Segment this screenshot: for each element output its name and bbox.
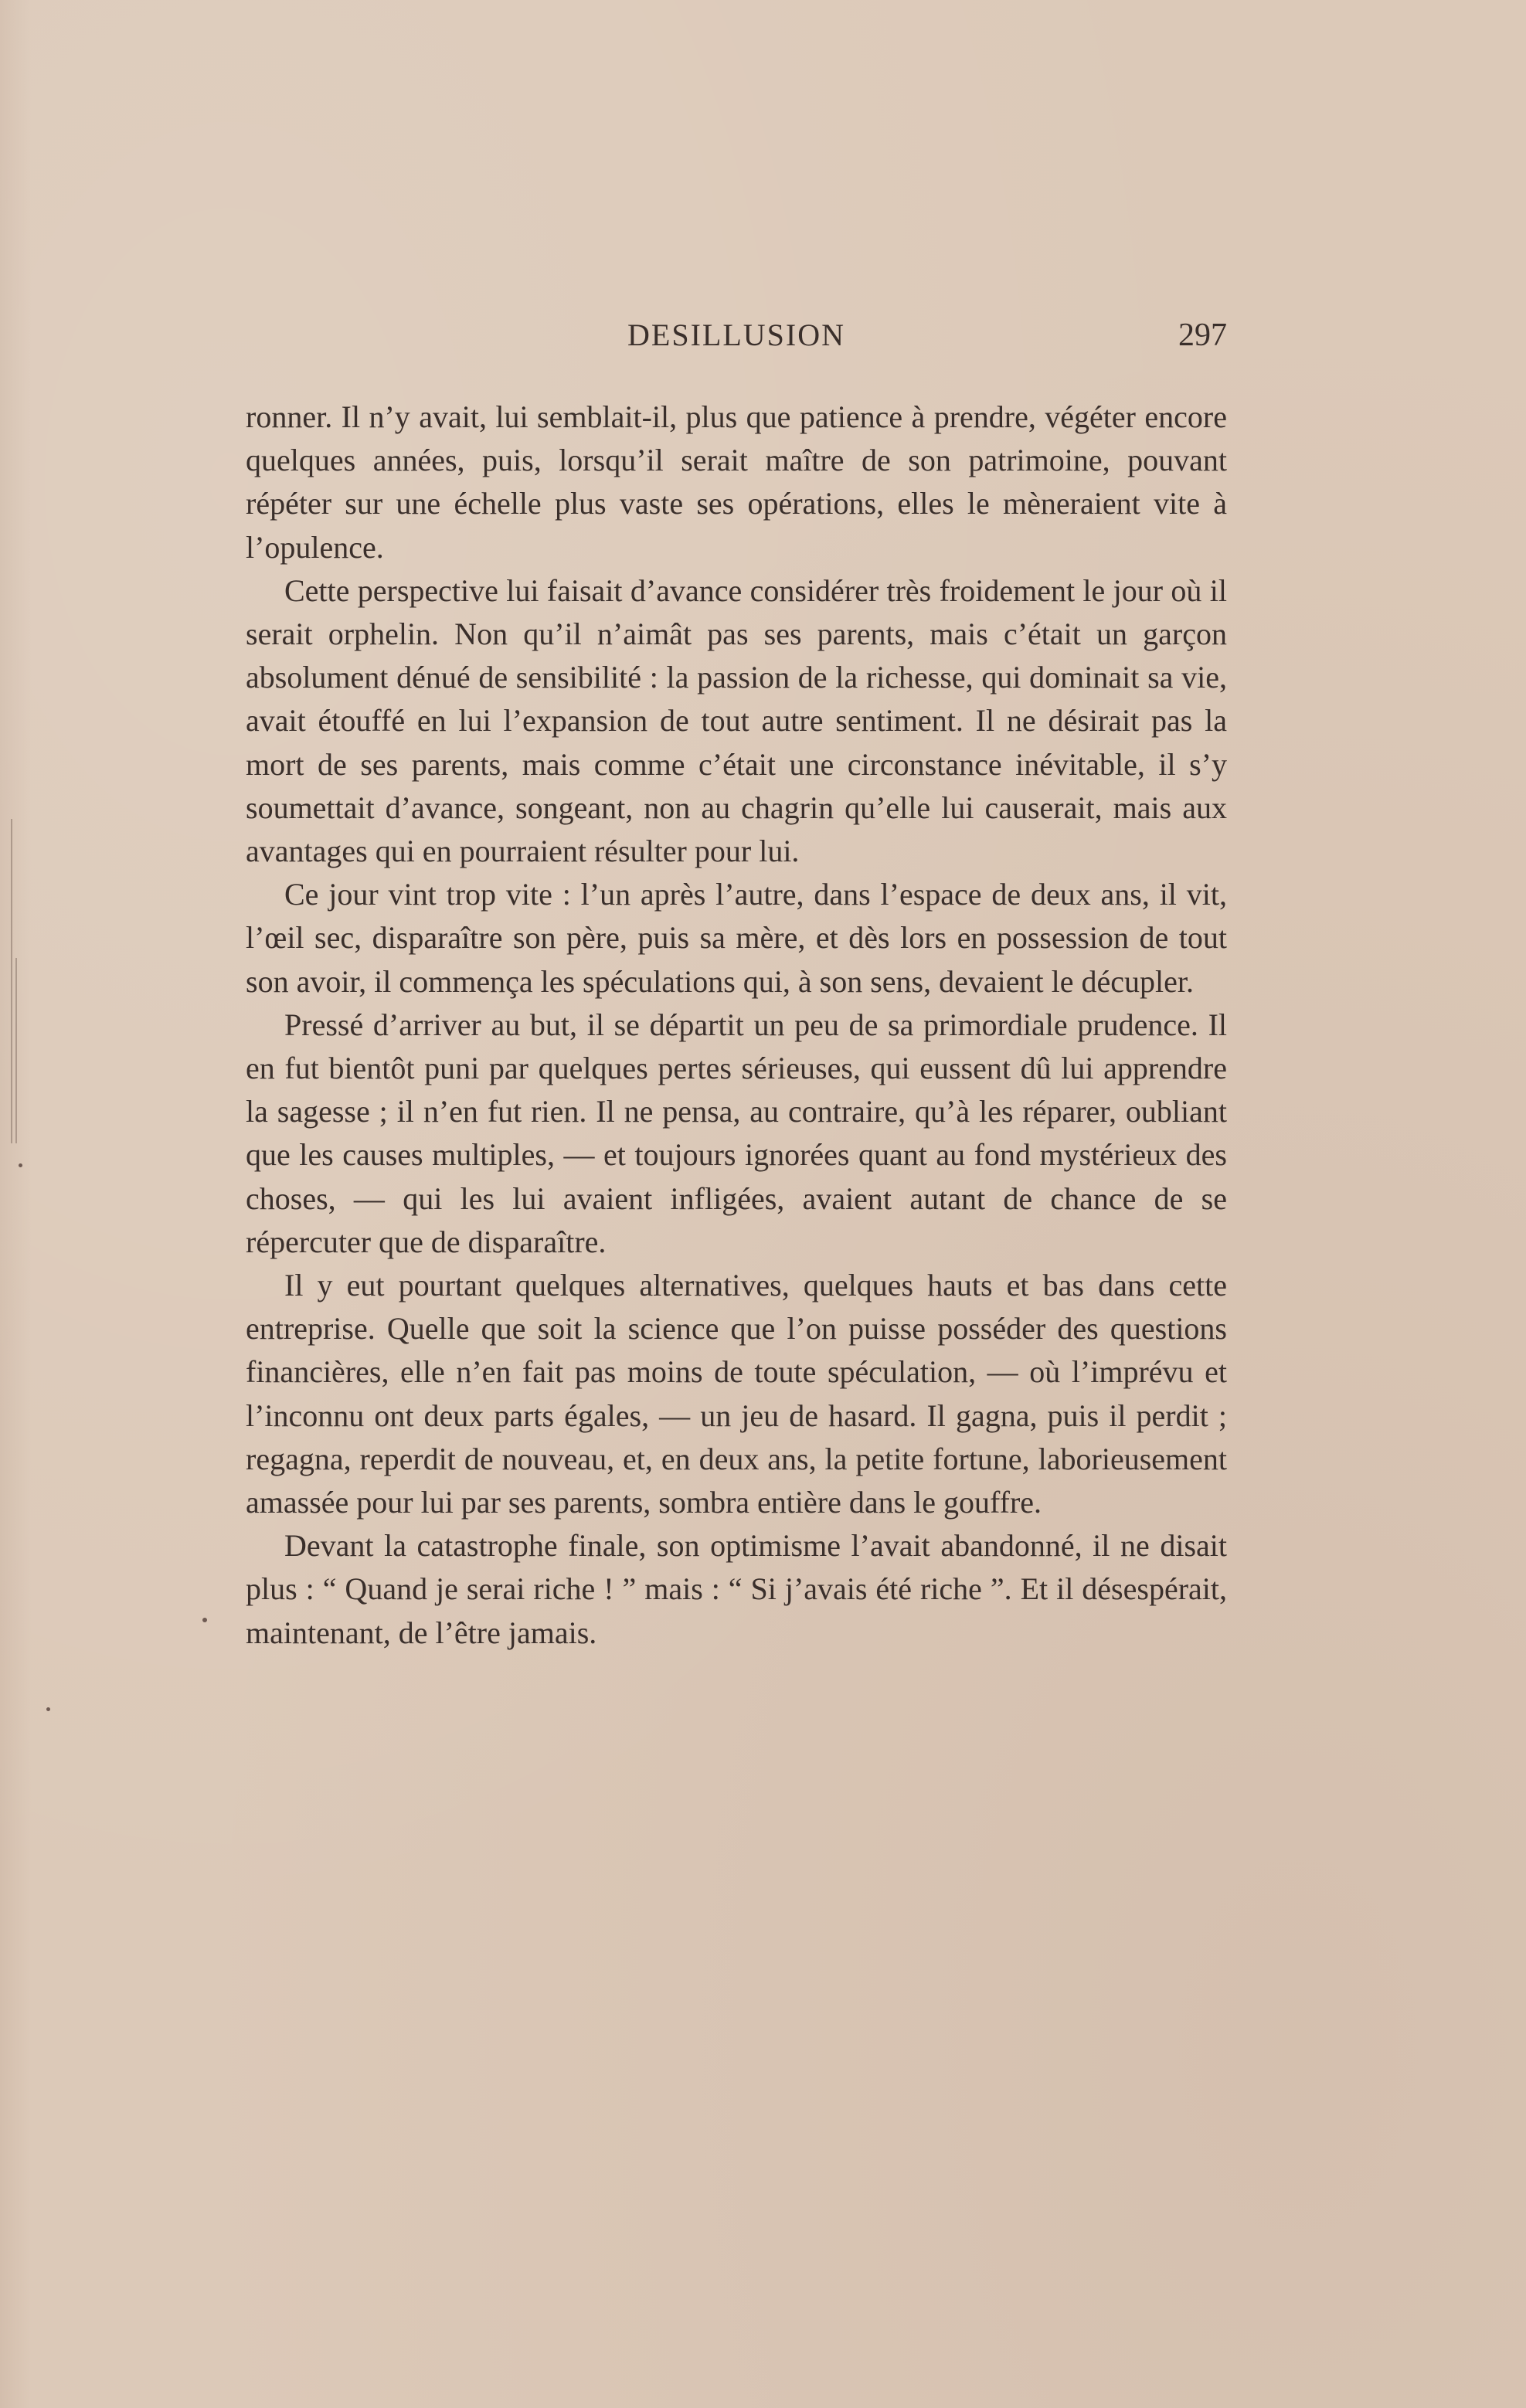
paragraph: Cette perspective lui faisait d’avance considérer très froidement le jour où il serait orphelin. Non qu’il n’aimât pas ses parents, mais c’était un garçon absolument dénué de sensibilité : la passion de la richesse, qui dominait sa vie, avait étouffé en lui l’expansion de tout autre sentiment. Il ne désirait pas la mort de ses parents, mais comme c’était une circonstance inévitable, il s’y soumettait d’avance, songeant, non au chagrin qu’elle lui causerait, mais aux avantages qui en pourraient résulter pour lui. [246, 572, 1227, 869]
paragraph: Ce jour vint trop vite : l’un après l’autre, dans l’espace de deux ans, il vit, l’œil sec, disparaître son père, puis sa mère, et dès lors en possession de tout son avoir, il commença les spéculations qui, à son sens, devaient le décupler. [246, 877, 1227, 999]
paragraph: Devant la catastrophe finale, son optimisme l’avait abandonné, il ne disait plus : “ Quand je serai riche ! ” mais : “ Si j’avais été riche ”. Et il désespérait, maintenant, de l’être jamais. [246, 1528, 1227, 1650]
paper-speck [46, 1707, 50, 1711]
body-text [246, 396, 1227, 1655]
running-head [246, 312, 1227, 358]
binding-edge-mark [11, 819, 12, 1143]
paper-speck [202, 1618, 207, 1622]
paragraph: ronner. Il n’y avait, lui semblait-il, plus que patience à prendre, végéter encore quelques années, puis, lorsqu’il serait maître de son patrimoine, pouvant répéter sur une échelle plus vaste ses opérations, elles le mèneraient vite à l’opulence. [246, 399, 1227, 565]
paragraph: Il y eut pourtant quelques alternatives, quelques hauts et bas dans cette entreprise. Quelle que soit la science que l’on puisse posséder des questions financières, elle n’en fait pas moins de toute spéculation, — où l’imprévu et l’inconnu ont deux parts égales, — un jeu de hasard. Il gagna, puis il perdit ; regagna, reperdit de nouveau, et, en deux ans, la petite fortune, laborieusement amassée pour lui par ses parents, sombra entière dans le gouffre. [246, 1268, 1227, 1520]
binding-edge-mark [15, 958, 17, 1143]
paper-speck [19, 1163, 22, 1167]
paragraph: Pressé d’arriver au but, il se départit un peu de sa primordiale prudence. Il en fut bientôt puni par quelques pertes sérieuses, qui eussent dû lui apprendre la sagesse ; il n’en fut rien. Il ne pensa, au contraire, qu’à les réparer, oubliant que les causes multiples, — et toujours ignorées quant au fond mystérieux des choses, — qui les lui avaient infligées, avaient autant de chance de se répercuter que de disparaître. [246, 1007, 1227, 1259]
running-title: DESILLUSION [627, 318, 845, 352]
page-number: 297 [1178, 318, 1227, 353]
